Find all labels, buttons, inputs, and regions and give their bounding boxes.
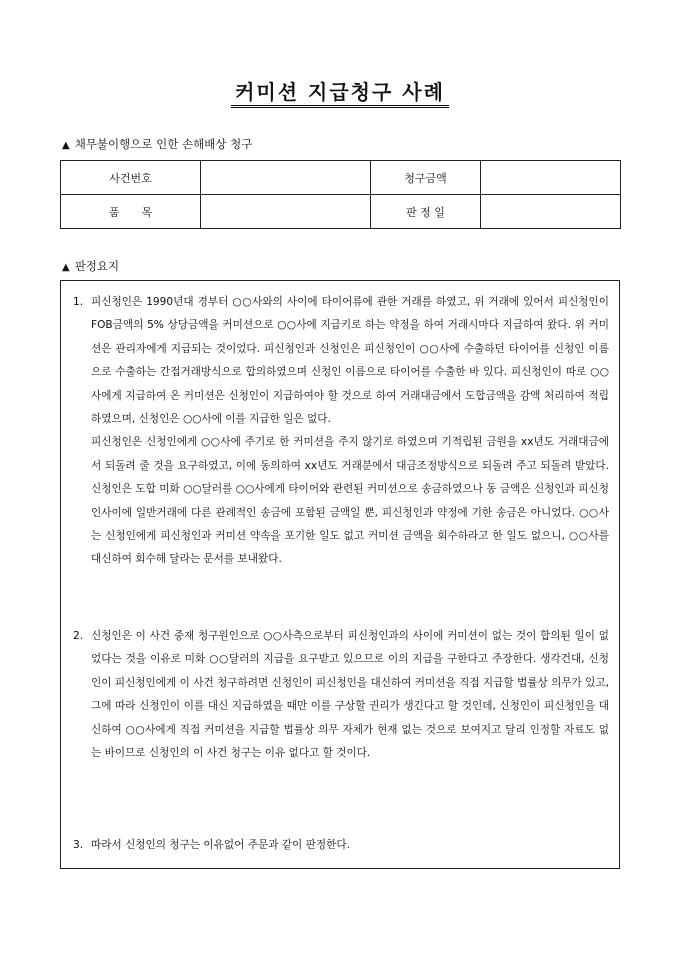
triangle-icon: ▲ [62,140,70,151]
point-paragraph: 따라서 신청인의 청구는 이유없어 주문과 같이 판정한다. [91,839,350,851]
table-row [61,161,621,195]
section-heading-summary [62,258,119,274]
point-number: 1. [73,296,84,308]
case-number-value [201,161,371,195]
point-number: 3. [73,839,84,851]
item-value [201,195,371,229]
document-title [0,76,680,105]
claim-type-label: 채무불이행으로 인한 손해배상 청구 [74,137,253,151]
claim-amount-value [481,161,621,195]
case-info-table [60,160,621,229]
summary-point-1 [73,291,609,572]
point-paragraph: 피신청인은 1990년대 경부터 ○○사와의 사이에 타이어류에 관한 거래를 하였고, 위 거래에 있어서 피신청인이 FOB금액의 5% 상당금액을 커미션으로 ○○사에 지급키로 하는 약정을 하여 거래시마다 지급하여 왔다. 위 커미션은 관리자에게 지급되는 것이었다. 피신청인과 신청인은 피신청인이 ○○사에 수출하던 타이어를 신청인 이름으로 수출하는 간접거래방식으로 합의하였으며 신청인 이름으로 타이어를 수출한 바 있다. 피신청인이 따로 ○○사에게 지급하여 온 커미션은 신청인이 지급하여야 할 것으로 하여 거래대금에서 도합금액을 감액 처리하여 적립하였으며, 신청인은 ○○사에 이를 지급한 일은 없다. [91,296,609,426]
triangle-icon: ▲ [62,262,70,273]
decision-summary-box [60,280,620,869]
summary-point-2 [73,625,609,765]
section-heading-claim-type [62,136,252,152]
document-title-text: 커미션 지급청구 사례 [231,80,449,108]
decision-date-value [481,195,621,229]
claim-amount-label: 청구금액 [371,161,481,195]
point-paragraph: 피신청인은 신청인에게 ○○사에 주기로 한 커미션을 주지 않기로 하였으며 기적립된 금원을 xx년도 거래대금에서 되돌려 줄 것을 요구하였고, 이에 동의하여 xx년도 거래분에서 대금조정방식으로 되돌려 주고 되돌려 받았다. 신청인은 도합 미화 ○○달러를 ○○사에게 타이어와 관련된 커미션으로 송금하였으나 동 금액은 신청인과 피신청인사이에 일반거래에 다른 관례적인 송금에 포함된 금액일 뿐, 피신청인과 약정에 기한 송금은 아니었다. ○○사는 신청인에게 피신청인과 커미션 약속을 포기한 일도 없고 커미션 금액을 회수하라고 한 일도 없으니, ○○사를 대신하여 회수해 달라는 문서를 보내왔다. [91,436,609,566]
decision-date-label: 판 정 일 [371,195,481,229]
point-number: 2. [73,630,84,642]
case-number-label: 사건번호 [61,161,201,195]
table-row [61,195,621,229]
item-label: 품 목 [61,195,201,229]
summary-point-3 [73,834,609,857]
point-paragraph: 신청인은 이 사건 중재 청구원인으로 ○○사측으로부터 피신청인과의 사이에 커미션이 없는 것이 합의된 일이 없었다는 것을 이유로 미화 ○○달러의 지급을 요구받고 있으므로 이의 지급을 구한다고 주장한다. 생각건대, 신청인이 피신청인에게 이 사건 청구하려면 신청인이 피신청인을 대신하여 커미션을 직접 지급할 법률상 의무가 있고, 그에 따라 신청인이 이를 대신 지급하였을 때만 이를 구상할 권리가 생긴다고 할 것인데, 신청인이 피신청인을 대신하여 ○○사에게 직접 커미션을 지급할 법률상 의무 자체가 현재 없는 것으로 보여지고 달리 인정할 자료도 없는 바이므로 신청인의 이 사건 청구는 이유 없다고 할 것이다. [91,630,609,760]
summary-label: 판정요지 [74,259,120,273]
